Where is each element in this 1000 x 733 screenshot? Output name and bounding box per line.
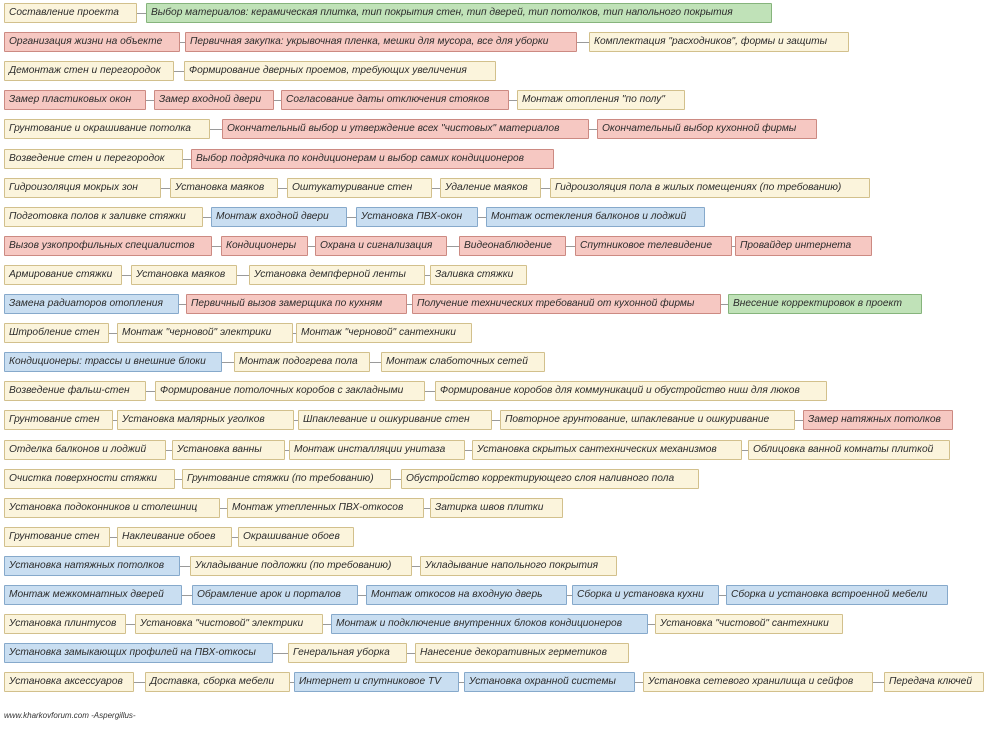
task-box: Монтаж остекления балконов и лоджий (486, 207, 705, 227)
task-box: Окончательный выбор кухонной фирмы (597, 119, 817, 139)
connector-line (278, 188, 287, 189)
task-box: Удаление маяков (440, 178, 541, 198)
connector-line (577, 42, 589, 43)
row (0, 265, 1000, 285)
task-box: Замена радиаторов отопления (4, 294, 179, 314)
row (0, 498, 1000, 518)
task-box: Внесение корректировок в проект (728, 294, 922, 314)
connector-line (134, 682, 145, 683)
task-box: Установка ПВХ-окон (356, 207, 478, 227)
task-box: Подготовка полов к заливке стяжки (4, 207, 203, 227)
task-box: Установка демпферной ленты (249, 265, 425, 285)
row (0, 32, 1000, 52)
task-box: Оштукатуривание стен (287, 178, 432, 198)
connector-line (478, 217, 486, 218)
task-box: Демонтаж стен и перегородок (4, 61, 174, 81)
task-box: Возведение стен и перегородок (4, 149, 183, 169)
connector-line (358, 595, 366, 596)
connector-line (873, 682, 884, 683)
connector-line (274, 100, 281, 101)
task-box: Замер натяжных потолков (803, 410, 953, 430)
task-box: Формирование потолочных коробов с закладными (155, 381, 425, 401)
task-box: Шпаклевание и ошкуривание стен (298, 410, 492, 430)
connector-line (220, 508, 227, 509)
connector-line (161, 188, 170, 189)
task-box: Охрана и сигнализация (315, 236, 447, 256)
connector-line (122, 275, 131, 276)
row (0, 672, 1000, 692)
task-box: Установка "чистовой" сантехники (655, 614, 843, 634)
connector-line (137, 13, 146, 14)
connector-line (323, 624, 331, 625)
task-box: Установка маяков (131, 265, 237, 285)
row (0, 294, 1000, 314)
task-box: Установка ванны (172, 440, 285, 460)
row (0, 556, 1000, 576)
row (0, 614, 1000, 634)
task-box: Грунтование и окрашивание потолка (4, 119, 210, 139)
connector-line (203, 217, 211, 218)
task-box: Установка малярных уголков (117, 410, 294, 430)
task-box: Укладывание напольного покрытия (420, 556, 617, 576)
task-box: Монтаж слаботочных сетей (381, 352, 545, 372)
connector-line (210, 129, 222, 130)
connector-line (182, 595, 192, 596)
task-box: Кондиционеры: трассы и внешние блоки (4, 352, 222, 372)
connector-line (407, 653, 415, 654)
task-box: Установка натяжных потолков (4, 556, 180, 576)
task-box: Установка плинтусов (4, 614, 126, 634)
row (0, 352, 1000, 372)
task-box: Первичная закупка: укрывочная пленка, мешки для мусора, все для уборки (185, 32, 577, 52)
task-box: Наклеивание обоев (117, 527, 232, 547)
row (0, 585, 1000, 605)
task-box: Спутниковое телевидение (575, 236, 732, 256)
connector-line (465, 450, 472, 451)
task-box: Грунтование стен (4, 410, 113, 430)
connector-line (180, 566, 190, 567)
task-box: Монтаж "черновой" электрики (117, 323, 293, 343)
row (0, 440, 1000, 460)
task-box: Монтаж подогрева пола (234, 352, 370, 372)
task-box: Интернет и спутниковое TV (294, 672, 459, 692)
task-box: Армирование стяжки (4, 265, 122, 285)
task-box: Установка "чистовой" электрики (135, 614, 323, 634)
task-box: Выбор материалов: керамическая плитка, тип покрытия стен, тип дверей, тип потолков, тип напольного покрытия (146, 3, 772, 23)
connector-line (412, 566, 420, 567)
connector-line (795, 420, 803, 421)
task-box: Формирование дверных проемов, требующих увеличения (184, 61, 496, 81)
task-box: Замер пластиковых окон (4, 90, 146, 110)
task-box: Облицовка ванной комнаты плиткой (748, 440, 950, 460)
task-box: Монтаж "черновой" сантехники (296, 323, 472, 343)
task-box: Генеральная уборка (288, 643, 407, 663)
task-box: Обрамление арок и порталов (192, 585, 358, 605)
task-box: Обустройство корректирующего слоя наливного пола (401, 469, 699, 489)
task-box: Укладывание подложки (по требованию) (190, 556, 412, 576)
task-box: Видеонаблюдение (459, 236, 566, 256)
row (0, 119, 1000, 139)
task-box: Гидроизоляция мокрых зон (4, 178, 161, 198)
task-box: Вызов узкопрофильных специалистов (4, 236, 212, 256)
row (0, 3, 1000, 23)
task-box: Монтаж откосов на входную дверь (366, 585, 567, 605)
connector-line (183, 159, 191, 160)
task-box: Монтаж инсталляции унитаза (289, 440, 465, 460)
row (0, 178, 1000, 198)
task-box: Монтаж межкомнатных дверей (4, 585, 182, 605)
connector-line (391, 479, 401, 480)
task-box: Составление проекта (4, 3, 137, 23)
task-box: Штробление стен (4, 323, 109, 343)
task-box: Установка сетевого хранилища и сейфов (643, 672, 873, 692)
row (0, 469, 1000, 489)
task-box: Сборка и установка встроенной мебели (726, 585, 948, 605)
task-box: Гидроизоляция пола в жилых помещениях (по требованию) (550, 178, 870, 198)
connector-line (432, 188, 440, 189)
task-box: Повторное грунтование, шпаклевание и ошкуривание (500, 410, 795, 430)
connector-line (635, 682, 643, 683)
connector-line (492, 420, 500, 421)
task-box: Монтаж утепленных ПВХ-откосов (227, 498, 424, 518)
connector-line (109, 333, 117, 334)
task-box: Установка подоконников и столешниц (4, 498, 220, 518)
connector-line (509, 100, 517, 101)
task-box: Получение технических требований от кухонной фирмы (412, 294, 721, 314)
connector-line (237, 275, 249, 276)
connector-line (174, 71, 184, 72)
task-box: Возведение фальш-стен (4, 381, 146, 401)
connector-line (212, 246, 221, 247)
task-box: Затирка швов плитки (430, 498, 563, 518)
task-box: Сборка и установка кухни (572, 585, 719, 605)
connector-line (425, 391, 435, 392)
connector-line (273, 653, 288, 654)
row (0, 236, 1000, 256)
task-box: Замер входной двери (154, 90, 274, 110)
task-box: Кондиционеры (221, 236, 308, 256)
row (0, 527, 1000, 547)
task-box: Установка скрытых сантехнических механизмов (472, 440, 742, 460)
row (0, 207, 1000, 227)
connector-line (648, 624, 655, 625)
task-box: Доставка, сборка мебели (145, 672, 290, 692)
task-box: Организация жизни на объекте (4, 32, 180, 52)
connector-line (370, 362, 381, 363)
task-box: Заливка стяжки (430, 265, 527, 285)
connector-line (175, 479, 182, 480)
connector-line (447, 246, 459, 247)
connector-line (721, 304, 728, 305)
connector-line (146, 100, 154, 101)
row (0, 149, 1000, 169)
task-box: Установка аксессуаров (4, 672, 134, 692)
task-box: Установка замыкающих профилей на ПВХ-откосы (4, 643, 273, 663)
row (0, 410, 1000, 430)
connector-line (126, 624, 135, 625)
connector-line (719, 595, 726, 596)
connector-line (110, 537, 117, 538)
task-box: Нанесение декоративных герметиков (415, 643, 629, 663)
row (0, 381, 1000, 401)
connector-line (222, 362, 234, 363)
task-box: Установка охранной системы (464, 672, 635, 692)
task-box: Комплектация "расходников", формы и защиты (589, 32, 849, 52)
connector-line (179, 304, 186, 305)
task-box: Согласование даты отключения стояков (281, 90, 509, 110)
task-box: Очистка поверхности стяжки (4, 469, 175, 489)
task-box: Передача ключей (884, 672, 984, 692)
task-box: Монтаж входной двери (211, 207, 347, 227)
task-box: Окончательный выбор и утверждение всех "чистовых" материалов (222, 119, 589, 139)
task-box: Грунтование стен (4, 527, 110, 547)
task-box: Первичный вызов замерщика по кухням (186, 294, 407, 314)
row (0, 323, 1000, 343)
row (0, 643, 1000, 663)
task-box: Окрашивание обоев (238, 527, 354, 547)
connector-line (566, 246, 575, 247)
footer-credit: www.kharkovforum.com -Aspergillus- (4, 711, 136, 720)
row (0, 90, 1000, 110)
task-box: Грунтование стяжки (по требованию) (182, 469, 391, 489)
connector-line (347, 217, 356, 218)
task-box: Отделка балконов и лоджий (4, 440, 166, 460)
connector-line (589, 129, 597, 130)
connector-line (308, 246, 315, 247)
task-box: Провайдер интернета (735, 236, 872, 256)
task-box: Монтаж и подключение внутренних блоков кондиционеров (331, 614, 648, 634)
task-box: Формирование коробов для коммуникаций и обустройство ниш для люков (435, 381, 827, 401)
task-box: Монтаж отопления "по полу" (517, 90, 685, 110)
row (0, 61, 1000, 81)
task-box: Установка маяков (170, 178, 278, 198)
task-box: Выбор подрядчика по кондиционерам и выбор самих кондиционеров (191, 149, 554, 169)
connector-line (146, 391, 155, 392)
connector-line (541, 188, 550, 189)
